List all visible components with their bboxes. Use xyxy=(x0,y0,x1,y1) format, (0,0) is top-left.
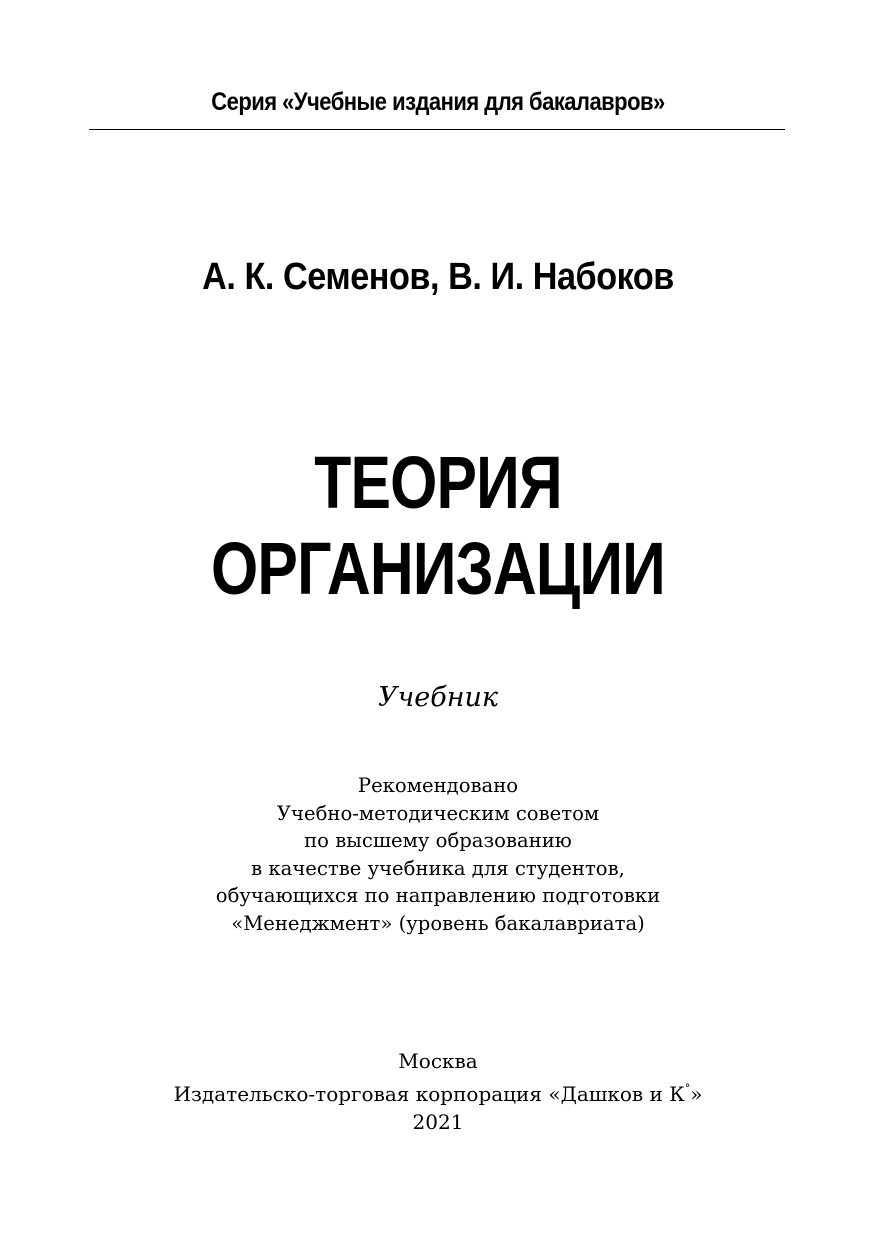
authors: А. К. Семенов, В. И. Набоков xyxy=(202,256,674,298)
recommendation-line: в качестве учебника для студентов, xyxy=(251,855,625,880)
imprint-city: Москва xyxy=(398,1049,478,1073)
publisher-closing-quote: » xyxy=(690,1082,703,1106)
publisher-name: Издательско-торговая корпорация «Дашков и К xyxy=(173,1082,685,1106)
imprint-publisher xyxy=(0,1075,876,1108)
imprint xyxy=(0,1047,876,1136)
publisher-degree-mark: ° xyxy=(684,1082,691,1095)
imprint-year: 2021 xyxy=(412,1110,464,1134)
recommendation-block xyxy=(9,772,867,937)
recommendation-line: Учебно-методическим советом xyxy=(276,800,600,825)
book-title xyxy=(79,440,797,612)
book-title-line-2: ОРГАНИЗАЦИИ xyxy=(211,527,665,610)
recommendation-line: Рекомендовано xyxy=(357,773,519,797)
recommendation-line: по высшему образованию xyxy=(304,828,572,852)
recommendation-line: обучающихся по направлению подготовки xyxy=(215,883,661,907)
book-type: Учебник xyxy=(377,682,499,713)
series-heading: Серия «Учебные издания для бакалавров» xyxy=(211,88,665,116)
recommendation-line: «Менеджмент» (уровень бакалавриата) xyxy=(231,910,645,935)
header-divider xyxy=(89,129,785,130)
book-title-line-1: ТЕОРИЯ xyxy=(314,441,562,524)
